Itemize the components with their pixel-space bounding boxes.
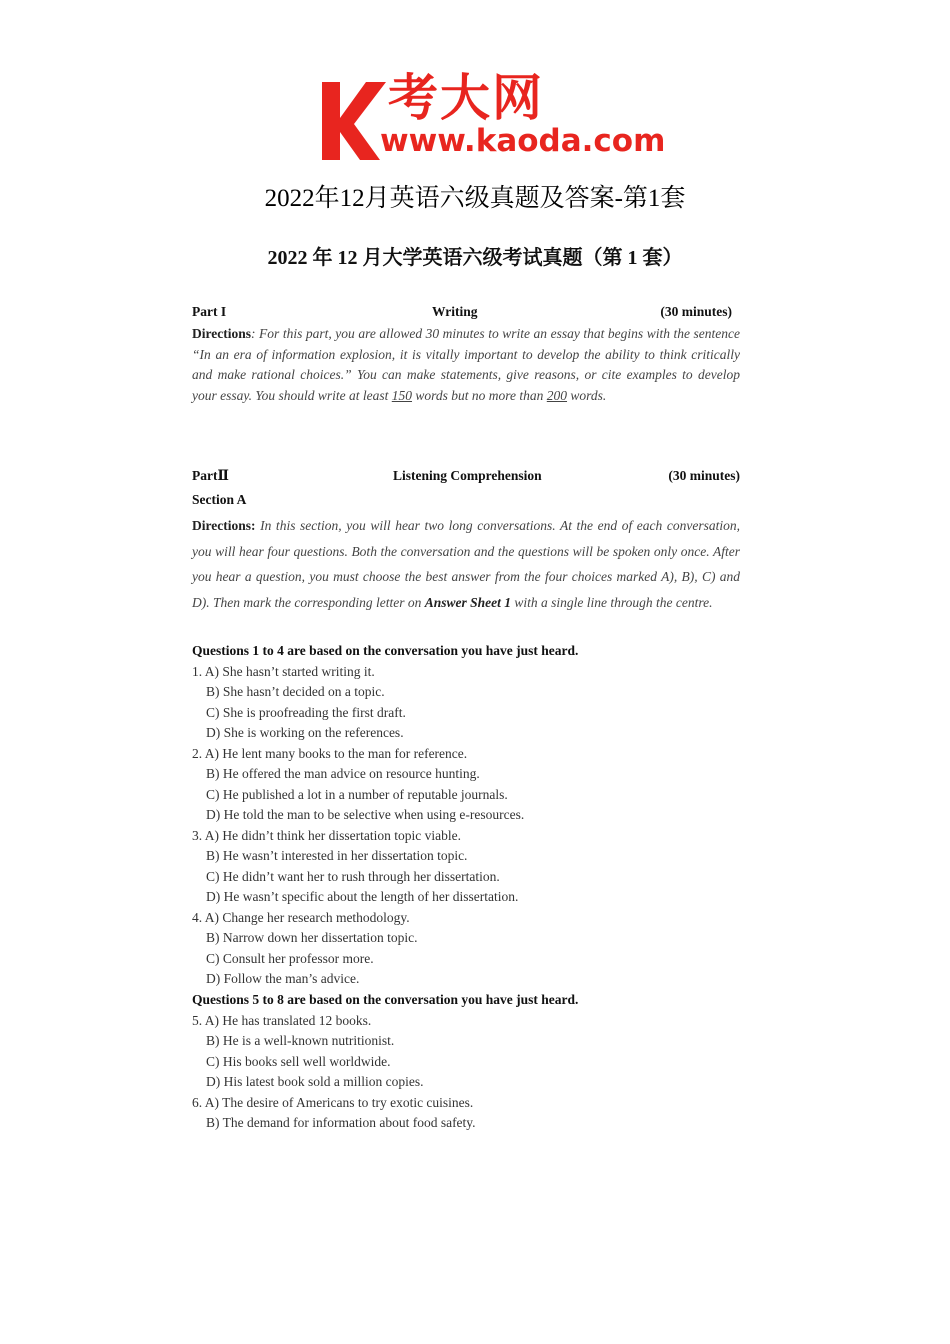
question-5-option-d: D) His latest book sold a million copies. bbox=[206, 1074, 424, 1089]
part1-directions-label: Directions bbox=[192, 326, 251, 341]
kaoda-logo bbox=[318, 69, 666, 162]
question-2-option-b: B) He offered the man advice on resource hunting. bbox=[206, 766, 480, 781]
part1-label: Part I bbox=[192, 304, 227, 319]
question-3-option-a: 3. A) He didn’t think her dissertation topic viable. bbox=[192, 828, 461, 843]
question-1-option-a: 1. A) She hasn’t started writing it. bbox=[192, 664, 375, 679]
question-3-option-b: B) He wasn’t interested in her dissertation topic. bbox=[206, 848, 468, 863]
part2-directions bbox=[192, 513, 740, 615]
group1-heading: Questions 1 to 4 are based on the conversation you have just heard. bbox=[192, 643, 579, 658]
part2-name: Listening Comprehension bbox=[393, 468, 542, 483]
question-4-option-d: D) Follow the man’s advice. bbox=[206, 971, 360, 986]
logo-brand-text: 考大网 bbox=[388, 69, 544, 127]
part2-label: PartⅡ bbox=[192, 468, 229, 483]
part1-name: Writing bbox=[432, 304, 478, 319]
part2-header bbox=[192, 468, 740, 488]
question-4-option-b: B) Narrow down her dissertation topic. bbox=[206, 930, 418, 945]
question-4-option-a: 4. A) Change her research methodology. bbox=[192, 910, 410, 925]
part1-time: (30 minutes) bbox=[660, 304, 732, 319]
group2-heading: Questions 5 to 8 are based on the conversation you have just heard. bbox=[192, 992, 579, 1007]
document-title: 2022年12月英语六级真题及答案-第1套 bbox=[264, 185, 686, 212]
part1-directions-text-c: words. bbox=[567, 387, 607, 403]
logo-url-text: www.kaoda.com bbox=[380, 123, 666, 159]
question-5-option-b: B) He is a well-known nutritionist. bbox=[206, 1033, 395, 1048]
part1-header bbox=[192, 304, 740, 324]
question-1-option-c: C) She is proofreading the first draft. bbox=[206, 705, 406, 720]
part1-directions-text-b: words but no more than bbox=[412, 387, 547, 403]
question-2-option-c: C) He published a lot in a number of reputable journals. bbox=[206, 787, 508, 802]
question-6-option-a: 6. A) The desire of Americans to try exotic cuisines. bbox=[192, 1095, 474, 1110]
logo-k-mark-icon bbox=[318, 80, 388, 162]
section-a-heading: Section A bbox=[192, 492, 247, 507]
part1-directions bbox=[192, 324, 740, 406]
part2-directions-text-b: with a single line through the centre. bbox=[511, 594, 713, 610]
question-6-option-b: B) The demand for information about food safety. bbox=[206, 1115, 476, 1130]
question-4-option-c: C) Consult her professor more. bbox=[206, 951, 374, 966]
part2-time: (30 minutes) bbox=[668, 468, 740, 483]
part1-directions-text-a: : For this part, you are allowed 30 minutes to write an essay that begins with the sentence “In an era of information explosion, it is vitally important to develop the ability to think critically and make rational choices.” You can make statements, give reasons, or cite examples to develop your essay. You should write at least bbox=[192, 326, 740, 403]
question-5-option-c: C) His books sell well worldwide. bbox=[206, 1054, 391, 1069]
question-3-option-c: C) He didn’t want her to rush through her dissertation. bbox=[206, 869, 500, 884]
question-1-option-d: D) She is working on the references. bbox=[206, 725, 404, 740]
question-3-option-d: D) He wasn’t specific about the length of her dissertation. bbox=[206, 889, 519, 904]
question-2-option-a: 2. A) He lent many books to the man for reference. bbox=[192, 746, 468, 761]
part1-max-words: 200 bbox=[546, 387, 568, 403]
question-5-option-a: 5. A) He has translated 12 books. bbox=[192, 1013, 372, 1028]
exam-title: 2022 年 12 月大学英语六级考试真题（第 1 套） bbox=[267, 247, 683, 269]
part2-directions-label: Directions: bbox=[192, 518, 256, 533]
answer-sheet-ref: Answer Sheet 1 bbox=[424, 594, 511, 610]
part2-directions-text-a: In this section, you will hear two long conversations. At the end of each conversation, you will hear four questions. Both the conversation and the questions will be spoken only once. After you hear a question, you must choose the best answer from the four choices marked A), B), C) and D). Then mark the corresponding letter on bbox=[192, 518, 740, 610]
part1-min-words: 150 bbox=[391, 387, 413, 403]
question-1-option-b: B) She hasn’t decided on a topic. bbox=[206, 684, 385, 699]
question-2-option-d: D) He told the man to be selective when using e-resources. bbox=[206, 807, 525, 822]
